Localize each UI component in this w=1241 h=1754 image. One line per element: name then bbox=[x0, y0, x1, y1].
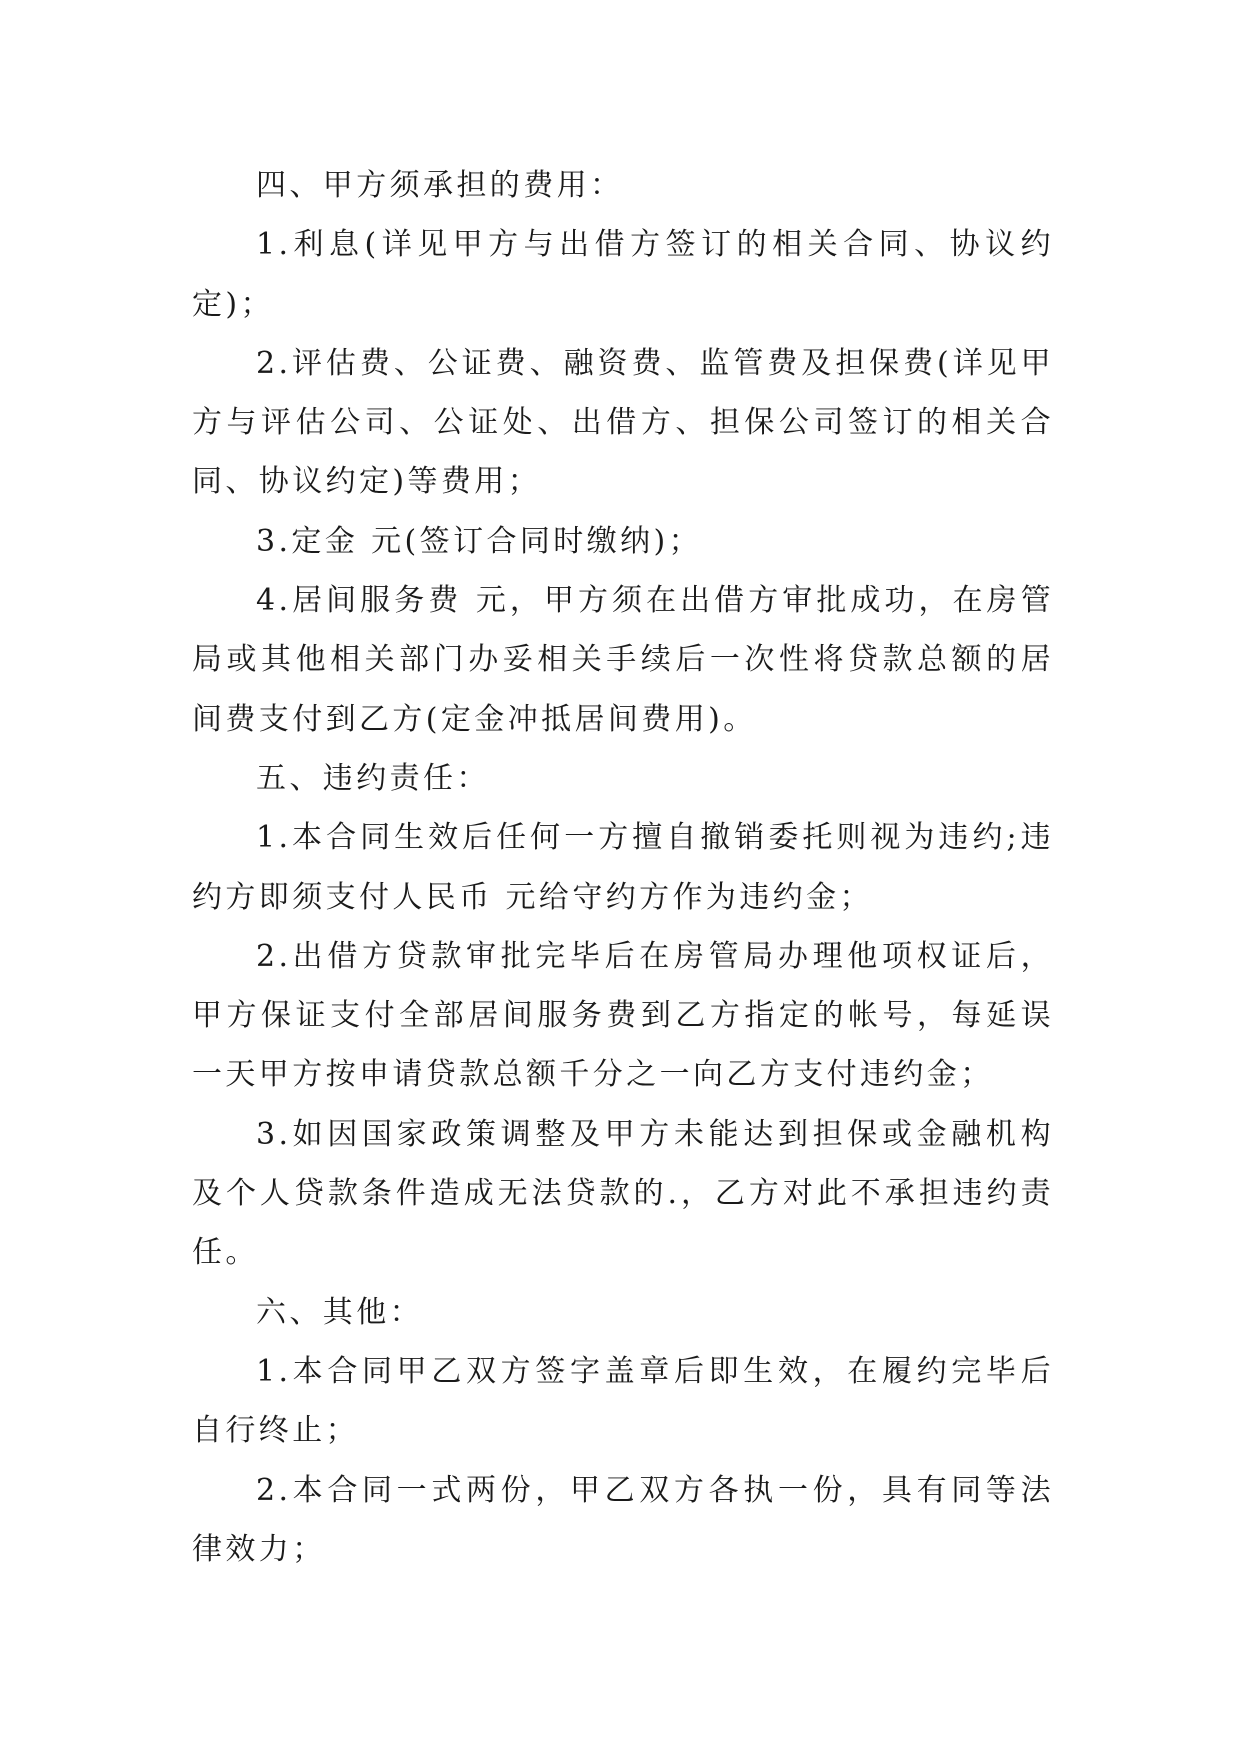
document-body bbox=[192, 156, 1054, 1579]
paragraph: 4.居间服务费 元，甲方须在出借方审批成功，在房管局或其他相关部门办妥相关手续后一次性将贷款总额的居间费支付到乙方(定金冲抵居间费用)。 bbox=[192, 583, 1054, 737]
paragraph: 3.如因国家政策调整及甲方未能达到担保或金融机构及个人贷款条件造成无法贷款的.，乙方对此不承担违约责任。 bbox=[192, 1116, 1054, 1271]
paragraph: 2.评估费、公证费、融资费、监管费及担保费(详见甲方与评估公司、公证处、出借方、担保公司签订的相关合同、协议约定)等费用； bbox=[192, 345, 1054, 500]
paragraph: 1.利息(详见甲方与出借方签订的相关合同、协议约定)； bbox=[192, 227, 1054, 322]
paragraph: 3.定金 元(签订合同时缴纳)； bbox=[256, 523, 702, 559]
paragraph: 2.本合同一式两份，甲乙双方各执一份，具有同等法律效力； bbox=[192, 1472, 1054, 1567]
section-heading-liability: 五、违约责任： bbox=[256, 760, 490, 796]
paragraph: 1.本合同生效后任何一方擅自撤销委托则视为违约;违约方即须支付人民币 元给守约方作为违约金； bbox=[192, 820, 1054, 915]
section-heading-fees: 四、甲方须承担的费用： bbox=[256, 168, 624, 203]
paragraph: 2.出借方贷款审批完毕后在房管局办理他项权证后，甲方保证支付全部居间服务费到乙方指定的帐号，每延误一天甲方按申请贷款总额千分之一向乙方支付违约金； bbox=[192, 938, 1054, 1093]
section-heading-other: 六、其他： bbox=[256, 1294, 423, 1330]
paragraph: 1.本合同甲乙双方签字盖章后即生效，在履约完毕后自行终止； bbox=[192, 1353, 1054, 1449]
